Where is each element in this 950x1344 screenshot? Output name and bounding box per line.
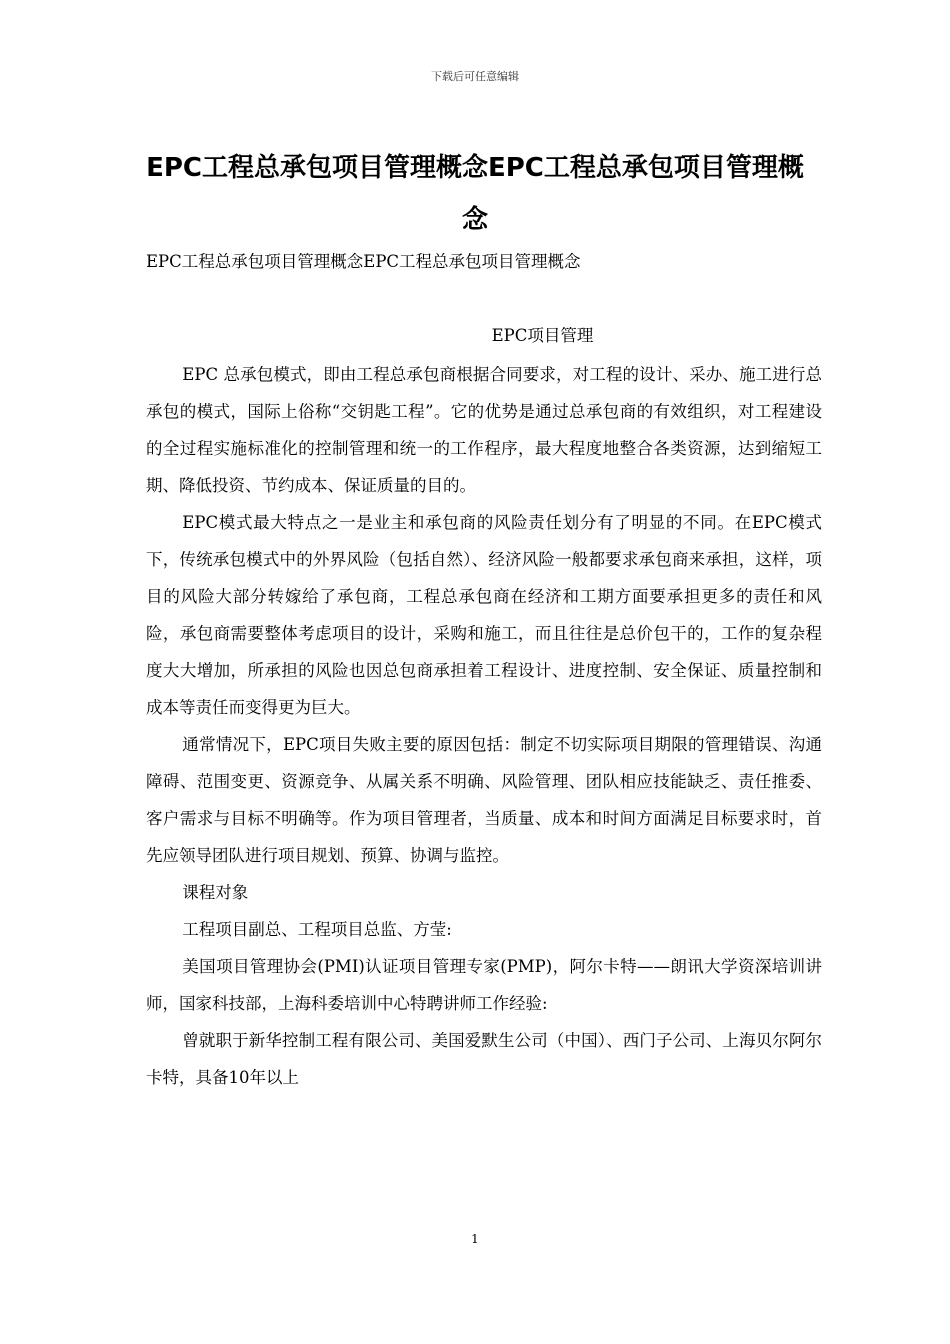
body-text xyxy=(146,356,822,1096)
paragraph: EPC模式最大特点之一是业主和承包商的风险责任划分有了明显的不同。在EPC模式下，传统承包模式中的外界风险（包括自然）、经济风险一般都要求承包商来承担，这样，项目的风险大部分转嫁给了承包商，工程总承包商在经济和工期方面要承担更多的责任和风险，承包商需要整体考虑项目的设计，采购和施工，而且往往是总价包干的，工作的复杂程度大大增加，所承担的风险也因总包商承担着工程设计、进度控制、安全保证、质量控制和成本等责任而变得更为巨大。 xyxy=(146,513,822,717)
paragraph: 曾就职于新华控制工程有限公司、美国爱默生公司（中国）、西门子公司、上海贝尔阿尔卡特，具备10年以上 xyxy=(146,1031,822,1087)
page-number: 1 xyxy=(471,1232,479,1246)
paragraph: 美国项目管理协会(PMI)认证项目管理专家(PMP)，阿尔卡特——朗讯大学资深培训讲师，国家科技部，上海科委培训中心特聘讲师工作经验: xyxy=(146,957,822,1013)
paragraph: 通常情况下，EPC项目失败主要的原因包括：制定不切实际项目期限的管理错误、沟通障碍、范围变更、资源竞争、从属关系不明确、风险管理、团队相应技能缺乏、责任推委、客户需求与目标不明确等。作为项目管理者，当质量、成本和时间方面满足目标要求时，首先应领导团队进行项目规划、预算、协调与监控。 xyxy=(146,735,822,865)
document-subtitle: EPC工程总承包项目管理概念EPC工程总承包项目管理概念 xyxy=(146,252,581,271)
section-heading: EPC项目管理 xyxy=(491,326,594,345)
document-title: EPC工程总承包项目管理概念EPC工程总承包项目管理概念 xyxy=(146,153,804,235)
paragraph: EPC 总承包模式，即由工程总承包商根据合同要求，对工程的设计、采办、施工进行总承包的模式，国际上俗称“交钥匙工程”。它的优势是通过总承包商的有效组织，对工程建设的全过程实施标准化的控制管理和统一的工作程序，最大程度地整合各类资源，达到缩短工期、降低投资、节约成本、保证质量的目的。 xyxy=(146,365,822,495)
page-header: 下载后可任意编辑 xyxy=(431,70,519,83)
paragraph: 课程对象 xyxy=(182,883,249,902)
paragraph: 工程项目副总、工程项目总监、方莹: xyxy=(182,920,452,939)
